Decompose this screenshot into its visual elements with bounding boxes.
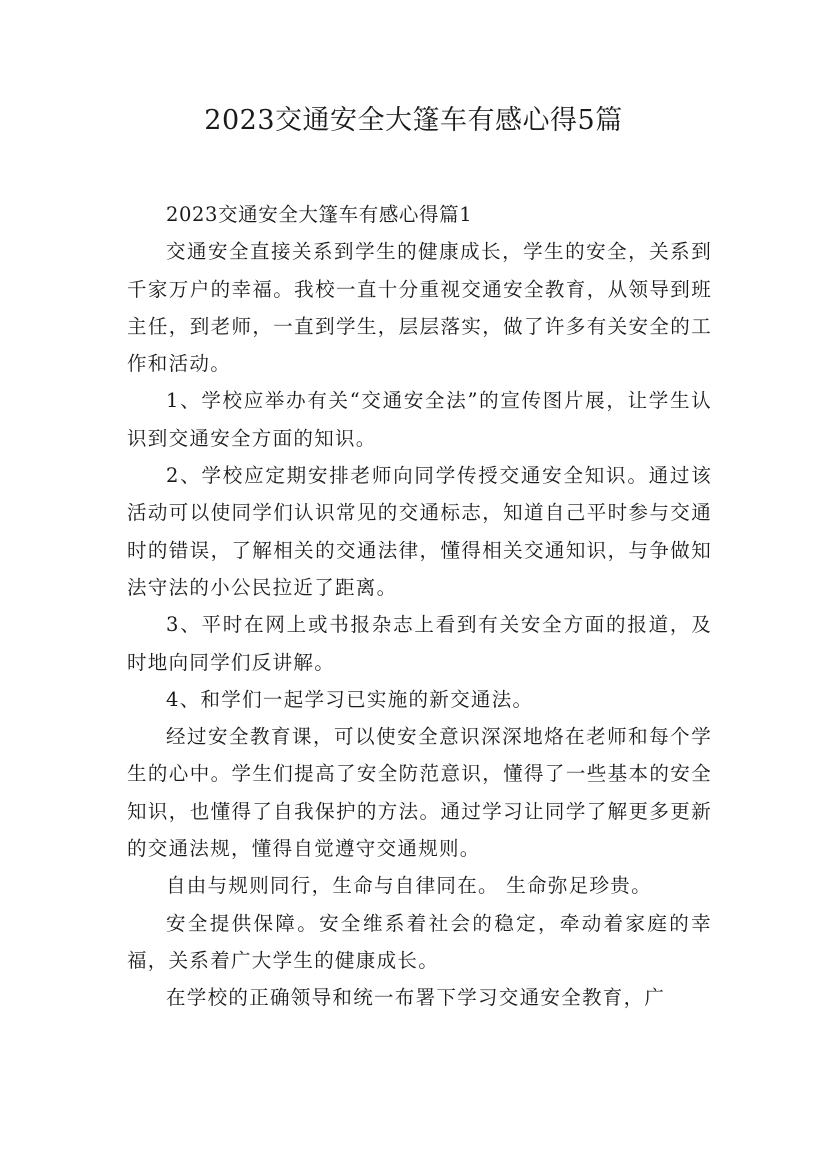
document-body [127,196,712,1017]
paragraph-item-1: 1、学校应举办有关“交通安全法”的宣传图片展，让学生认识到交通安全方面的知识。 [127,389,712,450]
document-title: 2023交通安全大篷车有感心得5篇 [204,105,623,136]
paragraph-continued: 在学校的正确领导和统一布署下学习交通安全教育，广 [166,986,666,1010]
paragraph-item-3: 3、平时在网上或书报杂志上看到有关安全方面的报道，及时地向同学们反讲解。 [127,613,712,674]
paragraph-item-4: 4、和学们一起学习已实施的新交通法。 [166,687,534,711]
paragraph-intro: 交通安全直接关系到学生的健康成长，学生的安全，关系到千家万户的幸福。我校一直十分重视交通安全教育，从领导到班主任，到老师，一直到学生，层层落实，做了许多有关安全的工作和活动。 [127,240,712,376]
paragraph-safety: 安全提供保障。安全维系着社会的稳定，牵动着家庭的幸福，关系着广大学生的健康成长。 [127,911,712,972]
section-heading: 2023交通安全大篷车有感心得篇1 [166,203,473,226]
paragraph-result: 经过安全教育课，可以使安全意识深深地烙在老师和每个学生的心中。学生们提高了安全防范意识，懂得了一些基本的安全知识，也懂得了自我保护的方法。通过学习让同学了解更多更新的交通法规，懂得自觉遵守交通规则。 [127,725,712,861]
paragraph-motto: 自由与规则同行，生命与自律同在。 生命弥足珍贵。 [166,874,652,898]
paragraph-item-2: 2、学校应定期安排老师向同学传授交通安全知识。通过该活动可以使同学们认识常见的交通标志，知道自己平时参与交通时的错误，了解相关的交通法律，懂得相关交通知识，与争做知法守法的小公民拉近了距离。 [127,464,712,599]
